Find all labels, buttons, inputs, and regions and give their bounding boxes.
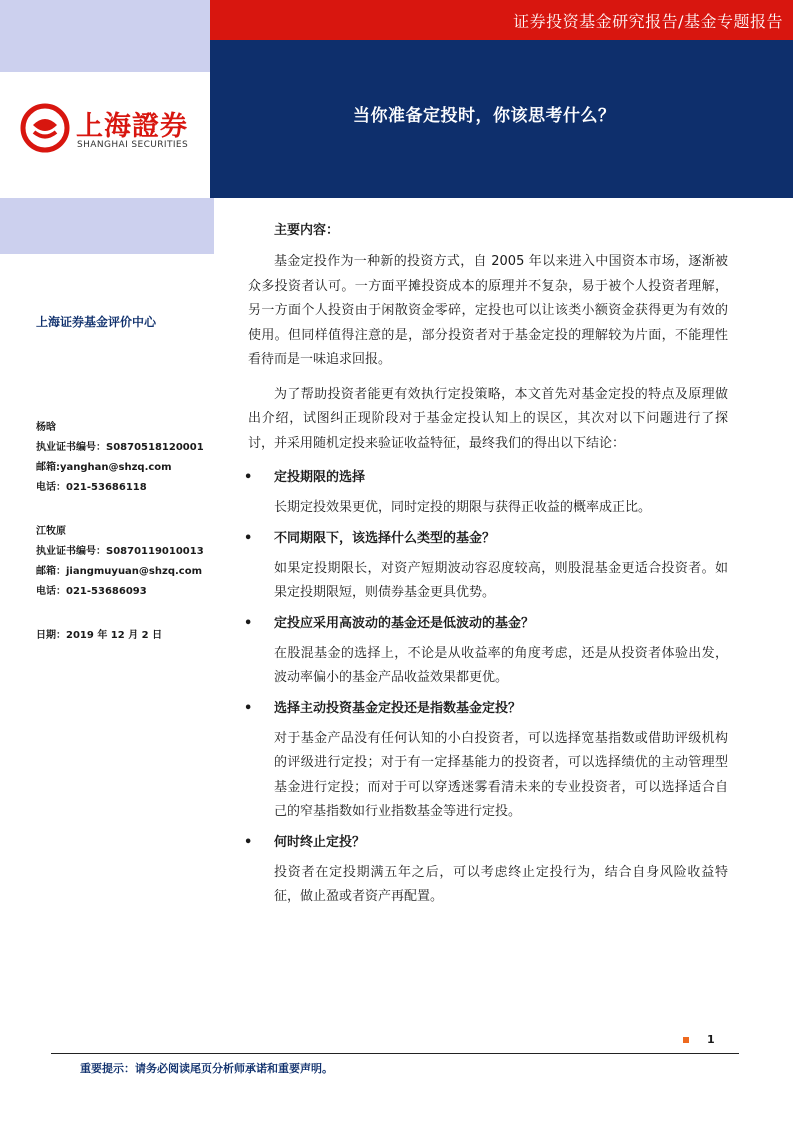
conclusion-text: 对于基金产品没有任何认知的小白投资者，可以选择宽基指数或借助评级机构的评级进行定投；对于有一定择基能力的投资者，可以选择绩优的主动管理型基金进行定投；而对于可以穿透迷雾看清未来的专业投资者，可以选择适合自己的窄基指数如行业指数基金等进行定投。 [274, 730, 728, 819]
footer-divider [51, 1053, 739, 1054]
analyst-cert: 执业证书编号：S0870518120001 [36, 442, 204, 453]
research-center-name: 上海证券基金评价中心 [36, 315, 157, 329]
conclusion-title-text: 定投应采用高波动的基金还是低波动的基金？ [274, 615, 535, 631]
page-number: 1 [707, 1033, 715, 1046]
analyst-block [36, 522, 204, 602]
analyst-block [36, 418, 204, 498]
analyst-phone: 电话：021-53686093 [36, 586, 147, 597]
conclusion-title-text: 定投期限的选择 [274, 470, 366, 485]
conclusion-title-text: 不同期限下，该选择什么类型的基金？ [274, 530, 496, 546]
section-heading: 主要内容： [274, 223, 340, 238]
analyst-phone: 电话：021-53686118 [36, 482, 147, 493]
analyst-email: 邮箱:yanghan@shzq.com [36, 462, 172, 473]
analyst-name: 杨晗 [36, 422, 56, 433]
logo-name-cn: 上海證券 [76, 111, 188, 142]
conclusion-title [244, 612, 728, 636]
bullet-icon: • [244, 834, 253, 850]
logo-name-en: SHANGHAI SECURITIES [77, 140, 189, 150]
conclusion-title [244, 831, 728, 855]
bullet-icon: • [244, 530, 253, 546]
conclusion-text: 投资者在定投期满五年之后，可以考虑终止定投行为，结合自身风险收益特征，做止盈或者资产再配置。 [274, 864, 728, 904]
header-red-bar [210, 0, 793, 40]
document-title: 当你准备定投时，你该思考什么？ [353, 106, 616, 126]
disclaimer-note: 重要提示：请务必阅读尾页分析师承诺和重要声明。 [80, 1062, 333, 1075]
conclusion-title-text: 选择主动投资基金定投还是指数基金定投？ [274, 700, 522, 716]
analyst-email: 邮箱：jiangmuyuan@shzq.com [36, 566, 202, 577]
conclusion-title [244, 697, 728, 721]
bullet-icon: • [244, 470, 253, 485]
conclusion-text: 在股混基金的选择上，不论是从收益率的角度考虑，还是从投资者体验出发，波动率偏小的基金产品收益效果都更优。 [274, 645, 728, 685]
intro-paragraph: 为了帮助投资者能更有效执行定投策略，本文首先对基金定投的特点及原理做出介绍，试图纠正现阶段对于基金定投认知上的误区，其次对以下问题进行了探讨，并采用随机定投来验证收益特征，最终我们的得出以下结论： [248, 386, 728, 451]
bullet-icon: • [244, 615, 253, 631]
report-date: 日期：2019 年 12 月 2 日 [36, 630, 163, 641]
conclusion-text: 如果定投期限长，对资产短期波动容忍度较高，则股混基金更适合投资者。如果定投期限短，则债券基金更具优势。 [274, 560, 728, 600]
report-type: 证券投资基金研究报告/基金专题报告 [513, 12, 783, 31]
conclusion-title-text: 何时终止定投？ [274, 834, 366, 850]
intro-paragraph: 基金定投作为一种新的投资方式，自 2005 年以来进入中国资本市场，逐渐被众多投资者认可。一方面平摊投资成本的原理并不复杂，易于被个人投资者理解，另一方面个人投资由于闲散资金零碎，定投也可以让该类小额资金获得更为有效的使用。但同样值得注意的是，部分投资者对于基金定投的理解较为片面，不能理性看待而是一味追求回报。 [248, 254, 728, 367]
analyst-name: 江牧原 [36, 526, 66, 537]
conclusion-text: 长期定投效果更优，同时定投的期限与获得正收益的概率成正比。 [274, 500, 652, 515]
analyst-cert: 执业证书编号：S0870119010013 [36, 546, 204, 557]
page-marker-icon [683, 1037, 689, 1043]
main-content [244, 219, 728, 916]
conclusion-title [244, 466, 728, 490]
conclusion-title [244, 527, 728, 551]
shanghai-securities-logo-icon [20, 103, 70, 153]
bullet-icon: • [244, 700, 253, 716]
